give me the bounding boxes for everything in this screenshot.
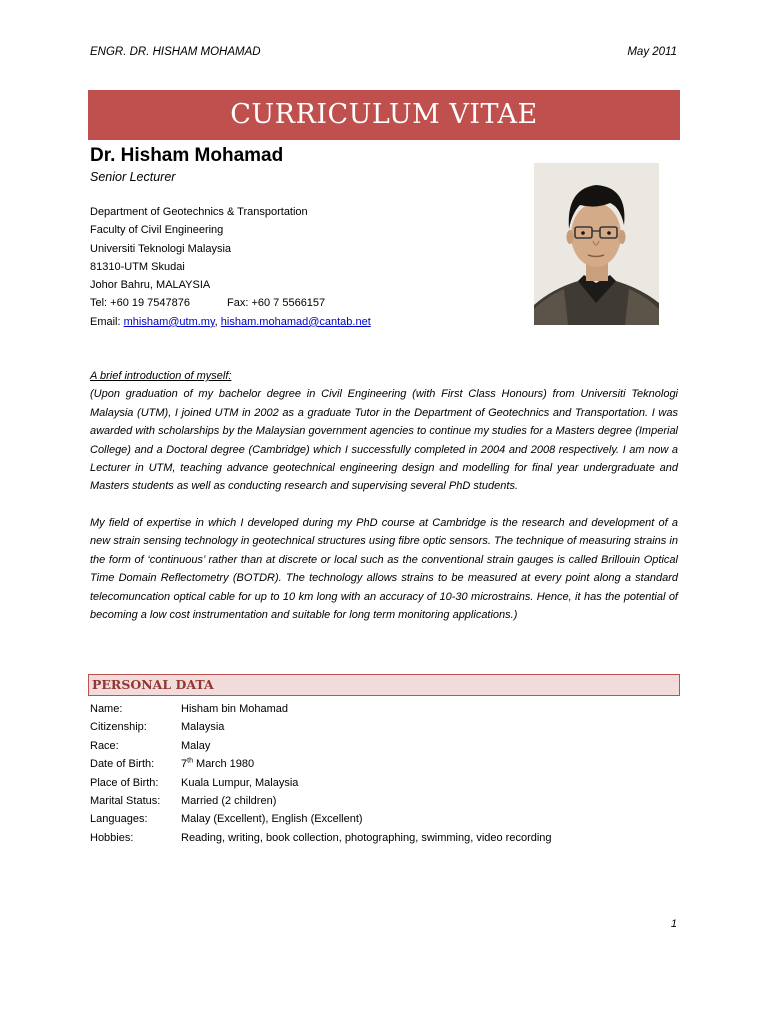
telephone: Tel: +60 19 7547876 <box>90 297 191 310</box>
field-label: Race: <box>90 739 119 752</box>
field-label: Citizenship: <box>90 721 147 734</box>
running-header-date: May 2011 <box>627 46 677 58</box>
list-item <box>90 792 552 810</box>
field-label: Languages: <box>90 813 148 826</box>
field-label: Date of Birth: <box>90 758 155 771</box>
field-label: Name: <box>90 703 123 715</box>
phone-line <box>90 294 371 312</box>
birth-month-year: March 1980 <box>192 758 255 771</box>
field-value: Malay <box>181 739 211 752</box>
introduction-heading: A brief introduction of myself: <box>90 370 232 382</box>
department-line: Department of Geotechnics & Transportation <box>90 206 308 218</box>
document-title: CURRICULUM VITAE <box>230 99 538 130</box>
contact-block <box>90 203 371 331</box>
profile-photo <box>534 163 659 325</box>
introduction-text-2: My field of expertise in which I developed during my PhD course at Cambridge is the research and development of a new strain sensing technology in geotechnical structures using fibre optic sensors. The technique of measuring strains in the form of ‘continuous’ rather than at discrete or local such as the conventional strain gauges is called Brillouin Optical Time Domain Reflectometry (BOTDR). The technology allows strains to be measured at every point along a standard telecomuncation optical cable for up to 10 km long with an accuracy of 10-30 microstrains. Hence, it has the potential of becoming a low cost instrumentation and suitable for long term monitoring applications.) <box>90 517 678 622</box>
personal-data-list <box>90 700 552 847</box>
field-value: Malay (Excellent), English (Excellent) <box>181 813 363 826</box>
city-line: Johor Bahru, MALAYSIA <box>90 279 211 292</box>
field-value: Hisham bin Mohamad <box>181 703 288 715</box>
field-value: Malaysia <box>181 721 225 734</box>
running-header-author: ENGR. DR. HISHAM MOHAMAD <box>90 46 261 58</box>
list-item <box>90 829 552 847</box>
ordinal-suffix: th <box>187 757 193 765</box>
list-item <box>90 810 552 828</box>
birth-day: 7 <box>181 758 188 771</box>
field-label: Place of Birth: <box>90 776 159 789</box>
job-title: Senior Lecturer <box>90 170 176 184</box>
introduction-paragraph-1 <box>90 367 678 496</box>
list-item <box>90 774 552 792</box>
list-item <box>90 755 552 773</box>
list-item <box>90 737 552 755</box>
portrait-illustration <box>534 163 659 325</box>
email-separator: , <box>214 315 221 328</box>
email-line <box>90 313 371 331</box>
page-number: 1 <box>670 918 677 930</box>
list-item <box>90 700 552 718</box>
email-link-cantab[interactable]: hisham.mohamad@cantab.net <box>220 315 371 328</box>
title-banner <box>88 90 680 140</box>
field-label: Hobbies: <box>90 831 134 844</box>
introduction-paragraph-2 <box>90 514 678 624</box>
field-value: Reading, writing, book collection, photographing, swimming, video recording <box>181 831 552 844</box>
field-value: Married (2 children) <box>181 795 277 808</box>
introduction-text-1: (Upon graduation of my bachelor degree in Civil Engineering (with First Class Honours) from Universiti Teknologi Malaysia (UTM), I joined UTM in 2002 as a graduate Tutor in the Department of Geotechnics and Transportation. I was awarded with scholarships by the Malaysian government agencies to continue my studies for a Masters degree (Imperial College) and a Doctoral degree (Cambridge) which I successfully completed in 2004 and 2008 respectively. I am now a Lecturer in UTM, teaching advance geotechnical engineering design and modelling for final year undergraduate and Masters students as well as conducting research and supervising several PhD students. <box>90 388 678 493</box>
field-value: Kuala Lumpur, Malaysia <box>181 776 299 789</box>
fax: Fax: +60 7 5566157 <box>227 297 326 310</box>
field-value <box>181 755 254 773</box>
list-item <box>90 718 552 736</box>
section-heading: PERSONAL DATA <box>92 677 214 692</box>
email-link-utm[interactable]: mhisham@utm.my <box>123 315 215 328</box>
field-label: Marital Status: <box>90 795 161 808</box>
university-line: Universiti Teknologi Malaysia <box>90 242 232 255</box>
person-name: Dr. Hisham Mohamad <box>90 145 284 166</box>
faculty-line: Faculty of Civil Engineering <box>90 224 224 237</box>
personal-data-section-header <box>88 674 680 696</box>
postcode-line: 81310-UTM Skudai <box>90 260 185 273</box>
email-label: Email: <box>90 315 124 328</box>
